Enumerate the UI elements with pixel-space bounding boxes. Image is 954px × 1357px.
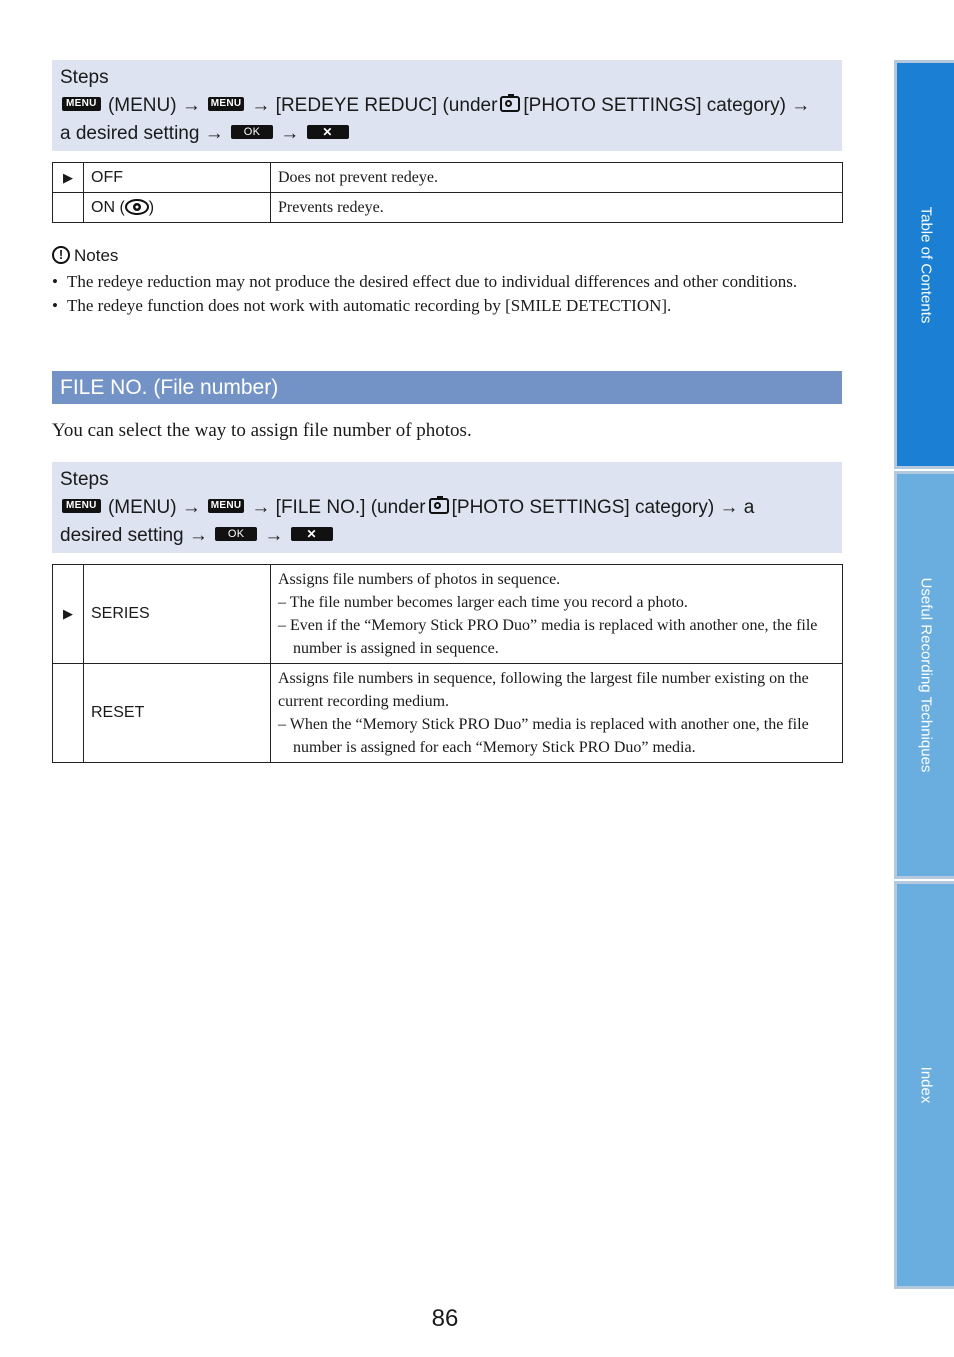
option-description — [271, 664, 843, 763]
table-row — [53, 163, 843, 193]
tab-label: Table of Contents — [917, 206, 934, 323]
option-name — [84, 193, 271, 223]
eye-icon — [125, 199, 149, 215]
option-description: Prevents redeye. — [271, 193, 843, 223]
notes-title: Notes — [74, 246, 119, 265]
file-no-options-table — [52, 564, 843, 763]
steps-line — [60, 494, 834, 522]
description-sub: – Even if the “Memory Stick PRO Duo” media is replaced with another one, the file number is assigned in sequence. — [278, 617, 818, 657]
notes-list — [52, 270, 812, 318]
steps-box-redeye — [52, 60, 842, 151]
arrow: → — [264, 525, 284, 546]
step-text: [REDEYE REDUC] (under — [275, 95, 498, 116]
tab-useful-recording-techniques[interactable] — [894, 471, 954, 879]
page-number: 86 — [431, 1305, 459, 1332]
default-marker-icon — [53, 193, 84, 223]
step-text: [PHOTO SETTINGS] category) → — [523, 95, 811, 116]
option-label: ON ( — [91, 198, 125, 216]
option-description: Does not prevent redeye. — [271, 163, 843, 193]
tab-table-of-contents[interactable] — [894, 60, 954, 469]
step-text: [FILE NO.] (under — [275, 497, 426, 518]
arrow: → — [280, 123, 300, 144]
step-text: (MENU) → — [107, 497, 201, 518]
option-name: RESET — [84, 664, 271, 763]
ok-button-icon: OK — [215, 527, 257, 541]
section-intro: You can select the way to assign file number of photos. — [52, 420, 472, 441]
option-name: OFF — [84, 163, 271, 193]
camera-icon — [500, 96, 520, 112]
note-item: • The redeye function does not work with automatic recording by [SMILE DETECTION]. — [52, 294, 812, 318]
menu-button-icon: MENU — [208, 499, 244, 513]
description-sub: – The file number becomes larger each time you record a photo. — [278, 594, 688, 611]
tab-label: Index — [917, 1066, 934, 1104]
redeye-options-table — [52, 162, 843, 223]
notes-heading — [52, 246, 118, 266]
description-main: Assigns file numbers of photos in sequence. — [278, 571, 561, 588]
steps-box-file-no — [52, 462, 842, 553]
tab-index[interactable] — [894, 881, 954, 1289]
menu-key-icon: MENU — [62, 97, 101, 111]
default-marker-icon: ▶ — [53, 565, 84, 664]
tab-label: Useful Recording Techniques — [917, 577, 934, 773]
section-title-bar: FILE NO. (File number) — [52, 371, 842, 404]
default-marker-icon — [53, 664, 84, 763]
ok-button-icon: OK — [231, 125, 273, 139]
description-main: Assigns file numbers in sequence, following the largest file number existing on the current recording medium. — [278, 670, 809, 710]
menu-button-icon: MENU — [208, 97, 244, 111]
option-label-suffix: ) — [148, 198, 155, 216]
option-name: SERIES — [84, 565, 271, 664]
step-text: a desired setting → — [60, 123, 224, 144]
option-description — [271, 565, 843, 664]
arrow: → — [251, 497, 271, 518]
step-text: (MENU) → — [107, 95, 201, 116]
step-text: desired setting → — [60, 525, 208, 546]
default-marker-icon: ▶ — [53, 163, 84, 193]
steps-line — [60, 92, 834, 120]
steps-title: Steps — [60, 67, 109, 88]
notes-icon: ! — [52, 246, 70, 264]
description-sub: – When the “Memory Stick PRO Duo” media is replaced with another one, the file number is assigned for each “Memory Stick PRO Duo” media. — [278, 716, 809, 756]
arrow: → — [251, 95, 271, 116]
table-row — [53, 565, 843, 664]
close-button-icon: ✕ — [307, 125, 349, 139]
steps-title: Steps — [60, 469, 109, 490]
steps-line — [60, 120, 834, 148]
note-item: • The redeye reduction may not produce the desired effect due to individual differences and other conditions. — [52, 270, 812, 294]
camera-icon — [429, 498, 449, 514]
step-text: [PHOTO SETTINGS] category) → a — [451, 497, 755, 518]
menu-key-icon: MENU — [62, 499, 101, 513]
close-button-icon: ✕ — [291, 527, 333, 541]
steps-line — [60, 522, 834, 550]
table-row — [53, 193, 843, 223]
table-row — [53, 664, 843, 763]
